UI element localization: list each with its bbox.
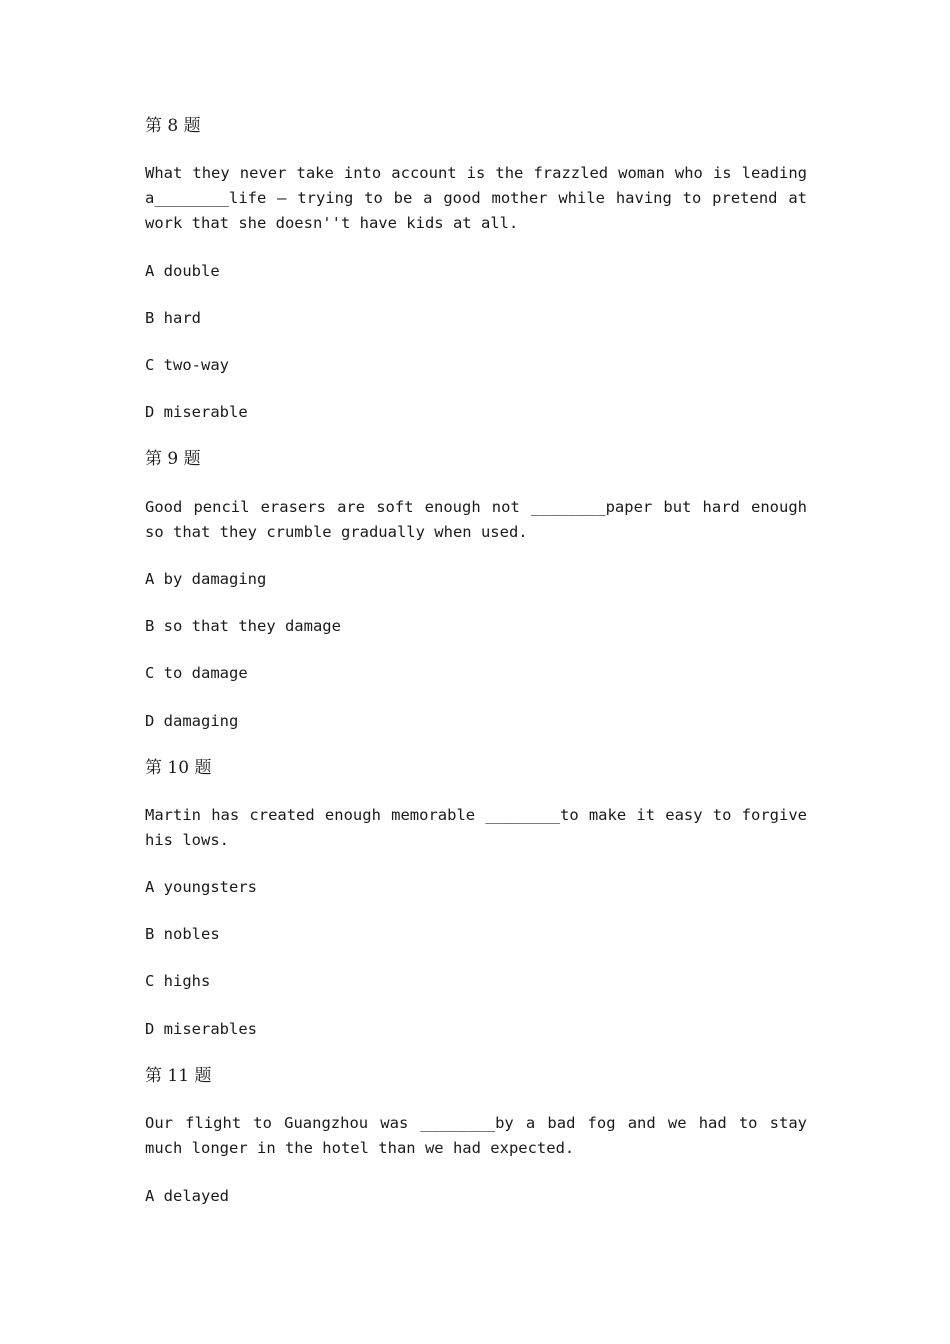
option-d: D miserable bbox=[145, 403, 248, 421]
question-heading: 第 10 题 bbox=[145, 758, 212, 778]
question-stem: What they never take into account is the frazzled woman who is leading a________life — trying to be a good mother while having to pretend at work that she doesn''t have kids at all. bbox=[145, 164, 807, 232]
question-heading: 第 9 题 bbox=[145, 449, 201, 469]
question-heading: 第 8 题 bbox=[145, 116, 201, 136]
option-c: C highs bbox=[145, 972, 211, 990]
option-d: D miserables bbox=[145, 1020, 257, 1038]
option-c: C two-way bbox=[145, 356, 229, 374]
question-stem: Good pencil erasers are soft enough not ________paper but hard enough so that they crumble gradually when used. bbox=[145, 498, 807, 541]
option-b: B nobles bbox=[145, 925, 220, 943]
option-c: C to damage bbox=[145, 664, 248, 682]
option-a: A by damaging bbox=[145, 570, 267, 588]
option-a: A youngsters bbox=[145, 878, 257, 896]
option-a: A double bbox=[145, 262, 220, 280]
option-b: B hard bbox=[145, 309, 201, 327]
option-b: B so that they damage bbox=[145, 617, 341, 635]
question-heading: 第 11 题 bbox=[145, 1066, 212, 1086]
question-stem: Martin has created enough memorable ________to make it easy to forgive his lows. bbox=[145, 806, 807, 849]
option-a: A delayed bbox=[145, 1187, 229, 1205]
question-stem: Our flight to Guangzhou was ________by a bad fog and we had to stay much longer in the hotel than we had expected. bbox=[145, 1114, 807, 1157]
option-d: D damaging bbox=[145, 712, 239, 730]
